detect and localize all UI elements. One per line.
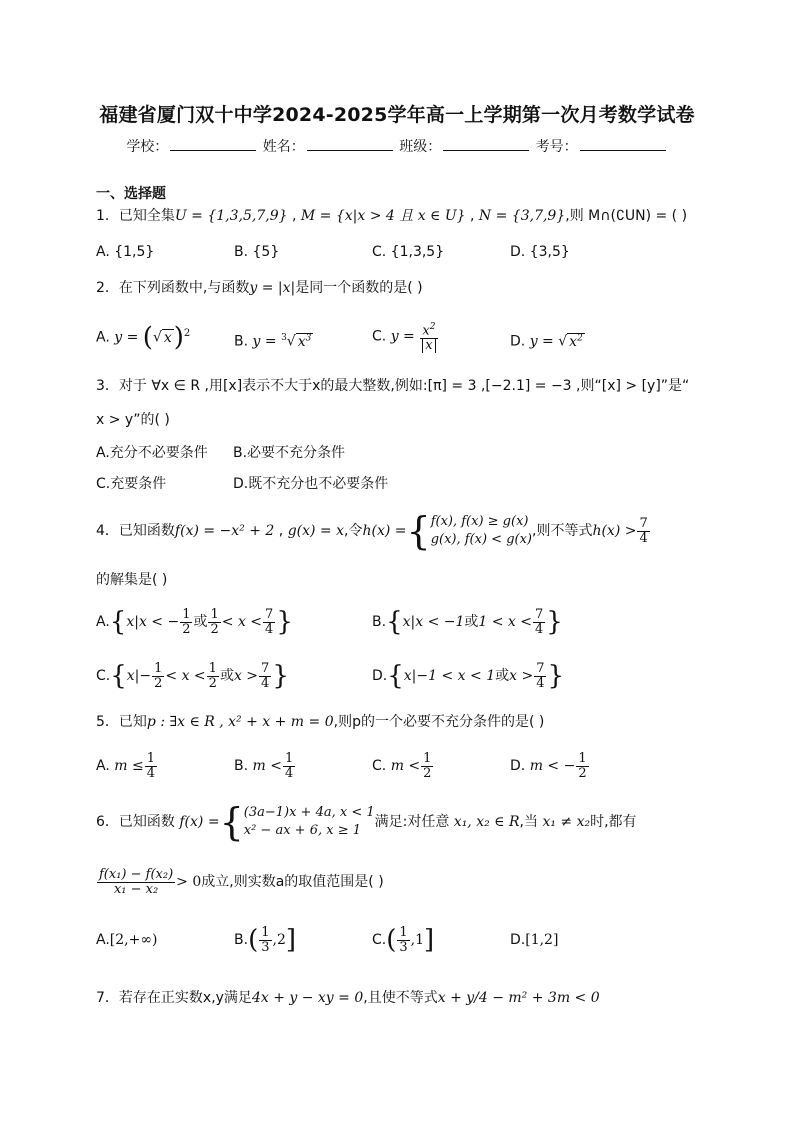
question-4-stem: 4．已知函数f(x) = −x² + 2 , g(x) = x,令h(x) ={ f(x), f(x) ≥ g(x) g(x), f(x) < g(x) ,则不等式h(x) > $\frac{7}{4}$ <box>96 509 648 553</box>
student-info-line <box>0 136 794 156</box>
question-1-option-a[interactable]: A. {1,5} <box>96 244 155 260</box>
question-3-option-a[interactable]: A.充分不必要条件 <box>96 445 208 461</box>
question-1-stem: 1．已知全集U = {1,3,5,7,9} , M = {x|x > 4 且 x ∈ U} , N = {3,7,9},则 M∩(∁UN) = ( ) <box>96 208 688 224</box>
question-3-stem-continued: x > y”的( ) <box>96 412 170 428</box>
question-5-option-d[interactable]: D. m < − $\frac{1}{2}$ <box>510 750 587 781</box>
name-blank[interactable] <box>307 138 393 151</box>
question-5-option-c[interactable]: C. m < $\frac{1}{2}$ <box>372 750 432 781</box>
question-1-option-c[interactable]: C. {1,3,5} <box>372 244 445 260</box>
question-3-option-d[interactable]: D.既不充分也不必要条件 <box>233 476 389 492</box>
question-3-option-b[interactable]: B.必要不充分条件 <box>233 445 346 461</box>
question-4-option-b[interactable]: B.{x|x < −1或1 < x < $\frac{7}{4}$ } <box>372 606 563 637</box>
question-4-option-a[interactable]: A.{x|x < − $\frac{1}{2}$ 或 $\frac{1}{2}$ < x < $\frac{7}{4}$ } <box>96 606 293 637</box>
class-blank[interactable] <box>443 138 529 151</box>
class-label: 班级： <box>399 139 442 155</box>
question-2-option-d[interactable]: D. y = √ $x^2$ <box>510 333 583 350</box>
question-6-stem-continued: $\frac{\text{f(x₁) − f(x₂)}}{\text{x₁ − x₂}}$ > 0成立,则实数a的取值范围是( ) <box>99 866 384 897</box>
question-5-stem: 5．已知p : ∃x ∈ R , x² + x + m = 0,则p的一个必要不充分条件的是( ) <box>96 714 545 730</box>
school-blank[interactable] <box>170 138 256 151</box>
school-label: 学校： <box>126 139 169 155</box>
question-1-option-b[interactable]: B. {5} <box>234 244 280 260</box>
question-6-option-c[interactable]: C.( $\frac{1}{3}$ ,1] <box>372 924 435 955</box>
question-6-stem: 6．已知函数 f(x) ={ (3a−1)x + 4a, x < 1 x² − ax + 6, x ≥ 1 满足:对任意 x₁, x₂ ∈ R,当 x₁ ≠ x₂时,都有 <box>96 800 637 844</box>
exam-title: 福建省厦门双十中学2024-2025学年高一上学期第一次月考数学试卷 <box>99 104 695 126</box>
question-2-option-b[interactable]: B. y = $^3$√ $x^3$ <box>234 333 312 350</box>
question-6-option-a[interactable]: A.[2,+∞) <box>96 932 158 948</box>
question-2-stem: 2．在下列函数中,与函数y = |x|是同一个函数的是( ) <box>96 280 423 296</box>
question-2-option-c[interactable]: C. y = $\frac{x^2}{x}$ <box>372 320 439 353</box>
question-5-option-b[interactable]: B. m < $\frac{1}{4}$ <box>234 750 294 781</box>
question-4-stem-continued: 的解集是( ) <box>96 572 168 588</box>
question-4-option-d[interactable]: D.{x|−1 < x < 1或x > $\frac{7}{4}$ } <box>372 660 565 691</box>
number-label: 考号： <box>535 139 578 155</box>
section-heading: 一、选择题 <box>96 186 166 202</box>
question-3-stem: 3．对于 ∀x ∈ R ,用[x]表示不大于x的最大整数,例如:[π] = 3 ,[−2.1] = −3 ,则“[x] > [y]”是“ <box>96 378 690 394</box>
question-3-option-c[interactable]: C.充要条件 <box>96 476 167 492</box>
question-6-option-d[interactable]: D.[1,2] <box>510 932 559 948</box>
question-4-option-c[interactable]: C.{x|− $\frac{1}{2}$ < x < $\frac{1}{2}$ 或x > $\frac{7}{4}$ } <box>96 660 289 691</box>
question-2-option-a[interactable]: A. y = (√ x)$^2$ <box>96 322 191 353</box>
name-label: 姓名： <box>262 139 305 155</box>
question-7-stem: 7．若存在正实数x,y满足4x + y − xy = 0,且使不等式x + y/4 − m² + 3m < 0 <box>96 990 600 1006</box>
question-1-option-d[interactable]: D. {3,5} <box>510 244 570 260</box>
question-5-option-a[interactable]: A. m ≤ $\frac{1}{4}$ <box>96 750 155 781</box>
question-6-option-b[interactable]: B.( $\frac{1}{3}$ ,2] <box>234 924 297 955</box>
number-blank[interactable] <box>580 138 666 151</box>
